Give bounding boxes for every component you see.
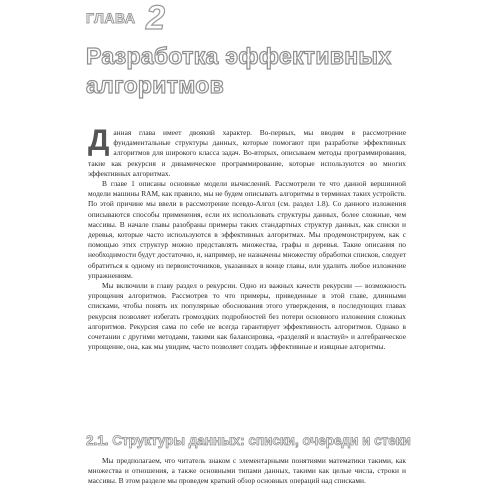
intro-paragraph-1-text: анная глава имеет двоякий характер. Во-первых, мы вводим в рассмотрение фундаментальные структуры данных, которые помогают при разработке эффективных алгоритмов для широкого класса задач. Во-вторых, описываем методы программирования, такие как рекурсия и динамическое программирование, которые используются во многих эффективных алгоритмах. — [88, 128, 406, 178]
section-body — [88, 456, 406, 487]
section-heading: 2.1. Структуры данных: списки, очереди и стеки — [86, 433, 411, 448]
section-paragraph-1: Мы предполагаем, что читатель знаком с элементарными понятиями математики такими, как множества и отношения, а также основными типами данных, такими как целые числа, строки и массивы. В этом разделе мы проведем краткий обзор основных операций над списками. — [88, 456, 406, 486]
chapter-title: Разработка эффективных алгоритмов — [86, 43, 392, 98]
chapter-intro — [88, 124, 406, 352]
intro-paragraph-1 — [88, 124, 406, 179]
dropcap: Д — [88, 124, 110, 157]
chapter-number: 2 — [146, 0, 165, 37]
intro-paragraph-3: Мы включили в главу раздел о рекурсии. Одно из важных качеств рекурсии — возможность упрощения алгоритмов. Рассмотрев то что примеры, приведенные в этой главе, длинными списками, чтобы понять их популярные обоснования этого утверждения, в последующих главах рекурсия позволяет избегать громоздких подробностей без потери основного изложения сложных алгоритмов. Рекурсия сама по себе не всегда гарантирует эффективность алгоритмов. Однако в сочетании с другими методами, такими как балансировка, «разделяй и властвуй» и алгебраическое упрощение, она, как мы увидим, часто позволяет создать эффективные и изящные алгоритмы. — [88, 281, 406, 352]
intro-paragraph-2: В главе 1 описаны основные модели вычислений. Рассмотрели те что данной вершинной модели машины RAM, как правило, мы не будем описывать алгоритмы в терминах таких устройств. По этой причине мы ввели в рассмотрение псевдо-Алгол (см. раздел 1.8). Со данного изложения описываются способы применения, если их использовать структуры данных, более сложные, чем массивы. В начале главы разобраны примеры таких стандартных структур данных, как списки и деревья, которые часто используются в эффективных алгоритмах. Мы продемонстрируем, как с помощью этих структур можно представлять множества, графы и деревья. Такие описания по необходимости будут достаточно, и, например, не назначены множеству обработки списков, следует обратиться к одному из первоисточников, указанных в конце главы, или удалить любое изложение упражнениям. — [88, 179, 406, 280]
chapter-label: ГЛАВА — [86, 10, 136, 26]
